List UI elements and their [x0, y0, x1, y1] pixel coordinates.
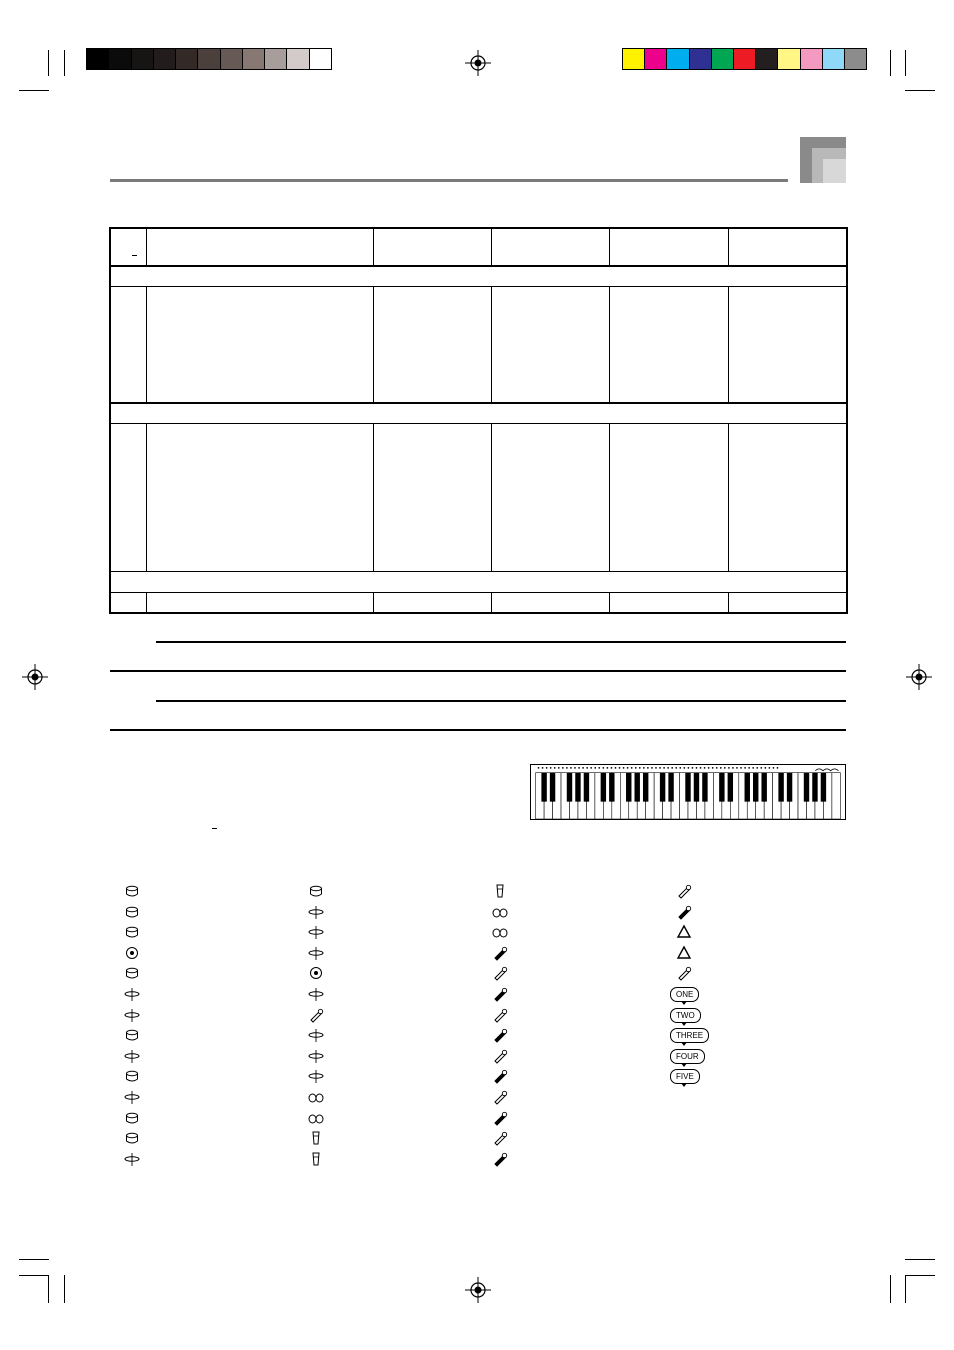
claves-icon-glyph	[492, 1110, 508, 1126]
key-drum-marker	[692, 767, 694, 769]
count-five-icon-pointer	[681, 1083, 687, 1087]
key-drum-marker	[769, 767, 771, 769]
key-drum-marker	[631, 767, 633, 769]
shaker-icon	[676, 965, 692, 981]
low-bongo-icon-glyph	[308, 1110, 324, 1126]
table-section-row	[111, 572, 847, 593]
color-swatch	[645, 49, 667, 69]
vibraslap-icon-glyph	[308, 1048, 324, 1064]
keyboard-diagram	[530, 764, 846, 820]
grayscale-calibration-bar	[86, 48, 332, 70]
low-conga-icon	[492, 883, 508, 899]
table-cell	[492, 287, 610, 403]
color-swatch	[823, 49, 845, 69]
count-four-icon: FOUR	[670, 1049, 705, 1064]
high-timbale-icon-glyph	[492, 904, 508, 920]
open-high-conga-icon-glyph	[308, 1151, 324, 1167]
hand-clap-icon-glyph	[124, 945, 140, 961]
table-cell	[111, 572, 847, 593]
count-three-icon-pointer	[681, 1042, 687, 1046]
key-drum-marker	[740, 767, 742, 769]
closed-hi-hat-icon-glyph	[124, 986, 140, 1002]
table-cell	[374, 229, 492, 266]
high-tom-icon-glyph	[124, 1110, 140, 1126]
keyboard-note-dash	[212, 828, 217, 829]
ride-cymbal-icon	[308, 904, 324, 920]
key-drum-marker	[643, 767, 645, 769]
key-drum-marker	[696, 767, 698, 769]
short-whistle-icon	[492, 1027, 508, 1043]
key-drum-marker	[566, 767, 568, 769]
high-agogo-icon-glyph	[492, 945, 508, 961]
black-key	[626, 773, 631, 802]
key-drum-marker	[611, 767, 613, 769]
black-key	[584, 773, 589, 802]
low-wood-block-icon-glyph	[492, 1151, 508, 1167]
black-key	[609, 773, 614, 802]
high-tom-icon	[124, 1110, 140, 1126]
color-swatch	[778, 49, 800, 69]
high-timbale-icon	[492, 904, 508, 920]
color-swatch	[690, 49, 712, 69]
black-key	[643, 773, 648, 802]
header-rule	[110, 179, 788, 182]
low-tom-icon	[124, 1027, 140, 1043]
black-key	[812, 773, 817, 802]
table-cell	[729, 424, 847, 572]
table-cell	[492, 229, 610, 266]
gray-swatch	[87, 49, 109, 69]
key-drum-marker	[615, 767, 617, 769]
key-drum-marker	[679, 767, 681, 769]
low-wood-block-icon	[492, 1151, 508, 1167]
long-whistle-icon-glyph	[492, 1048, 508, 1064]
registration-mark-bottom-icon	[465, 1277, 491, 1303]
high-tom-stroke-icon	[124, 1130, 140, 1146]
key-drum-marker	[586, 767, 588, 769]
crash-cymbal-2-icon	[308, 1027, 324, 1043]
count-one-icon: ONE	[670, 987, 699, 1002]
table-cell	[492, 593, 610, 613]
key-drum-marker	[619, 767, 621, 769]
table-cell	[492, 424, 610, 572]
gray-swatch	[287, 49, 309, 69]
color-swatch	[734, 49, 756, 69]
cabasa-icon	[492, 986, 508, 1002]
key-drum-marker	[712, 767, 714, 769]
key-drum-marker	[598, 767, 600, 769]
key-drum-marker	[538, 767, 540, 769]
table-cell	[147, 424, 374, 572]
key-drum-marker	[594, 767, 596, 769]
process-color-bar	[622, 48, 867, 70]
low-conga-icon-glyph	[492, 883, 508, 899]
table-cell	[147, 593, 374, 613]
table-cell	[729, 593, 847, 613]
key-drum-marker	[744, 767, 746, 769]
registration-mark-left-icon	[22, 664, 48, 690]
key-drum-marker	[704, 767, 706, 769]
short-guiro-icon	[492, 1068, 508, 1084]
key-drum-marker	[732, 767, 734, 769]
key-drum-marker	[562, 767, 564, 769]
mid-tom-icon	[124, 1068, 140, 1084]
cowbell-icon	[308, 1007, 324, 1023]
low-tom-icon-glyph	[124, 1027, 140, 1043]
black-key	[804, 773, 809, 802]
black-key	[719, 773, 724, 802]
tambourine-icon	[308, 965, 324, 981]
gray-swatch	[265, 49, 287, 69]
ride-cymbal-2-icon	[308, 1068, 324, 1084]
high-bongo-icon-glyph	[308, 1089, 324, 1105]
mute-high-conga-icon	[308, 1130, 324, 1146]
black-key	[541, 773, 546, 802]
registration-mark-top-icon	[465, 50, 491, 76]
black-key	[660, 773, 665, 802]
key-drum-marker	[546, 767, 548, 769]
ride-hi-hat-icon	[124, 1089, 140, 1105]
closed-hi-hat-icon	[124, 986, 140, 1002]
key-drum-marker	[764, 767, 766, 769]
high-agogo-icon	[492, 945, 508, 961]
table-header-row	[111, 229, 847, 266]
key-drum-marker	[724, 767, 726, 769]
key-drum-marker	[554, 767, 556, 769]
pedal-hi-hat-icon-glyph	[124, 1048, 140, 1064]
vibraslap-icon	[308, 1048, 324, 1064]
black-key	[728, 773, 733, 802]
short-whistle-icon-glyph	[492, 1027, 508, 1043]
snare-drum-icon-glyph	[124, 904, 140, 920]
cabasa-icon-glyph	[492, 986, 508, 1002]
table-cell	[374, 287, 492, 403]
count-three-icon: THREE	[670, 1028, 709, 1043]
key-drum-marker	[736, 767, 738, 769]
gray-swatch	[221, 49, 243, 69]
key-drum-marker	[602, 767, 604, 769]
black-key	[702, 773, 707, 802]
claves-icon	[492, 1110, 508, 1126]
table-row	[111, 424, 847, 572]
table-cell	[111, 593, 147, 613]
crash-cymbal-icon-glyph	[124, 1151, 140, 1167]
floor-tom-icon	[124, 965, 140, 981]
key-drum-marker	[720, 767, 722, 769]
bass-drum-front-icon-glyph	[124, 883, 140, 899]
shaker-icon-glyph	[676, 965, 692, 981]
key-drum-marker	[688, 767, 690, 769]
gray-swatch	[132, 49, 154, 69]
key-drum-marker	[671, 767, 673, 769]
mute-triangle-icon	[676, 924, 692, 940]
ride-cymbal-icon-glyph	[308, 904, 324, 920]
key-drum-marker	[607, 767, 609, 769]
mute-cuica-icon	[676, 883, 692, 899]
color-swatch	[667, 49, 689, 69]
table-cell	[374, 424, 492, 572]
high-tom-stroke-icon-glyph	[124, 1130, 140, 1146]
table-cell	[147, 287, 374, 403]
open-cuica-icon-glyph	[676, 904, 692, 920]
ride-hi-hat-icon-glyph	[124, 1089, 140, 1105]
hand-clap-icon	[124, 945, 140, 961]
open-hi-hat-icon	[124, 1007, 140, 1023]
black-key	[685, 773, 690, 802]
gray-swatch	[154, 49, 176, 69]
low-agogo-icon-glyph	[492, 965, 508, 981]
key-drum-marker	[728, 767, 730, 769]
key-drum-marker	[667, 767, 669, 769]
high-wood-block-icon-glyph	[492, 1130, 508, 1146]
key-drum-marker	[777, 767, 779, 769]
table-cell	[729, 229, 847, 266]
splash-cymbal-icon	[308, 986, 324, 1002]
table-cell	[111, 229, 147, 266]
table-cell	[610, 424, 729, 572]
key-drum-marker	[558, 767, 560, 769]
black-key	[575, 773, 580, 802]
floor-tom-icon-glyph	[124, 965, 140, 981]
color-swatch	[845, 49, 866, 69]
long-guiro-icon	[492, 1089, 508, 1105]
short-guiro-icon-glyph	[492, 1068, 508, 1084]
snare-drum-icon	[124, 904, 140, 920]
open-high-conga-icon	[308, 1151, 324, 1167]
count-two-icon-pointer	[681, 1022, 687, 1026]
gray-swatch	[198, 49, 220, 69]
black-key	[694, 773, 699, 802]
chinese-cymbal-icon-glyph	[308, 924, 324, 940]
table-section-row	[111, 266, 847, 287]
black-key	[761, 773, 766, 802]
table-cell	[111, 403, 847, 424]
key-drum-marker	[651, 767, 653, 769]
white-key	[832, 773, 840, 819]
table-cell	[610, 229, 729, 266]
key-drum-marker	[635, 767, 637, 769]
black-key	[601, 773, 606, 802]
key-drum-marker	[675, 767, 677, 769]
color-swatch	[712, 49, 734, 69]
key-drum-marker	[752, 767, 754, 769]
key-drum-marker	[748, 767, 750, 769]
mute-high-conga-icon-glyph	[308, 1130, 324, 1146]
key-drum-marker	[542, 767, 544, 769]
table-cell	[111, 266, 847, 287]
key-drum-marker	[550, 767, 552, 769]
black-key	[821, 773, 826, 802]
black-key	[567, 773, 572, 802]
high-wood-block-icon	[492, 1130, 508, 1146]
key-drum-marker	[570, 767, 572, 769]
tom-stick-icon	[308, 883, 324, 899]
black-key	[753, 773, 758, 802]
open-triangle-icon	[676, 945, 692, 961]
key-drum-marker	[663, 767, 665, 769]
high-bongo-icon	[308, 1089, 324, 1105]
color-swatch	[801, 49, 823, 69]
table-row	[111, 593, 847, 613]
gray-swatch	[109, 49, 131, 69]
count-four-icon-pointer	[681, 1063, 687, 1067]
crash-cymbal-icon	[124, 1151, 140, 1167]
key-drum-marker	[716, 767, 718, 769]
tom-stick-icon-glyph	[308, 883, 324, 899]
key-drum-marker	[590, 767, 592, 769]
snare-drum-rim-icon-glyph	[124, 924, 140, 940]
low-agogo-icon	[492, 965, 508, 981]
crash-cymbal-2-icon-glyph	[308, 1027, 324, 1043]
snare-drum-rim-icon	[124, 924, 140, 940]
table-header-dash	[132, 255, 137, 256]
key-drum-marker	[639, 767, 641, 769]
maracas-icon-glyph	[492, 1007, 508, 1023]
splash-cymbal-icon-glyph	[308, 986, 324, 1002]
table-cell	[374, 593, 492, 613]
table-cell	[111, 287, 147, 403]
gray-swatch	[243, 49, 265, 69]
count-marker	[815, 769, 838, 771]
cowbell-icon-glyph	[308, 1007, 324, 1023]
low-timbale-icon	[492, 924, 508, 940]
table-cell	[610, 593, 729, 613]
color-swatch	[756, 49, 778, 69]
specification-table	[110, 228, 847, 613]
key-drum-marker	[647, 767, 649, 769]
key-drum-marker	[659, 767, 661, 769]
open-triangle-icon-glyph	[676, 945, 692, 961]
mid-tom-icon-glyph	[124, 1068, 140, 1084]
black-key	[778, 773, 783, 802]
gray-swatch	[310, 49, 331, 69]
key-drum-marker	[760, 767, 762, 769]
table-row	[111, 287, 847, 403]
pedal-hi-hat-icon	[124, 1048, 140, 1064]
key-drum-marker	[708, 767, 710, 769]
ride-cymbal-2-icon-glyph	[308, 1068, 324, 1084]
low-bongo-icon	[308, 1110, 324, 1126]
key-drum-marker	[683, 767, 685, 769]
low-timbale-icon-glyph	[492, 924, 508, 940]
key-drum-marker	[773, 767, 775, 769]
count-five-icon: FIVE	[670, 1069, 700, 1084]
table-section-row	[111, 403, 847, 424]
key-drum-marker	[655, 767, 657, 769]
long-whistle-icon	[492, 1048, 508, 1064]
table-cell	[610, 287, 729, 403]
key-drum-marker	[756, 767, 758, 769]
key-drum-marker	[623, 767, 625, 769]
table-cell	[729, 287, 847, 403]
black-key	[635, 773, 640, 802]
gray-swatch	[176, 49, 198, 69]
open-cuica-icon	[676, 904, 692, 920]
ride-bell-icon-glyph	[308, 945, 324, 961]
mute-cuica-icon-glyph	[676, 883, 692, 899]
table-cell	[111, 424, 147, 572]
ride-bell-icon	[308, 945, 324, 961]
black-key	[668, 773, 673, 802]
key-drum-marker	[578, 767, 580, 769]
chinese-cymbal-icon	[308, 924, 324, 940]
key-drum-marker	[574, 767, 576, 769]
black-key	[745, 773, 750, 802]
open-hi-hat-icon-glyph	[124, 1007, 140, 1023]
black-key	[550, 773, 555, 802]
key-drum-marker	[627, 767, 629, 769]
color-swatch	[623, 49, 645, 69]
long-guiro-icon-glyph	[492, 1089, 508, 1105]
table-cell	[147, 229, 374, 266]
key-drum-marker	[582, 767, 584, 769]
tambourine-icon-glyph	[308, 965, 324, 981]
count-two-icon: TWO	[670, 1008, 701, 1023]
maracas-icon	[492, 1007, 508, 1023]
count-one-icon-pointer	[681, 1001, 687, 1005]
bass-drum-front-icon	[124, 883, 140, 899]
mute-triangle-icon-glyph	[676, 924, 692, 940]
key-drum-marker	[700, 767, 702, 769]
registration-mark-right-icon	[906, 664, 932, 690]
black-key	[787, 773, 792, 802]
